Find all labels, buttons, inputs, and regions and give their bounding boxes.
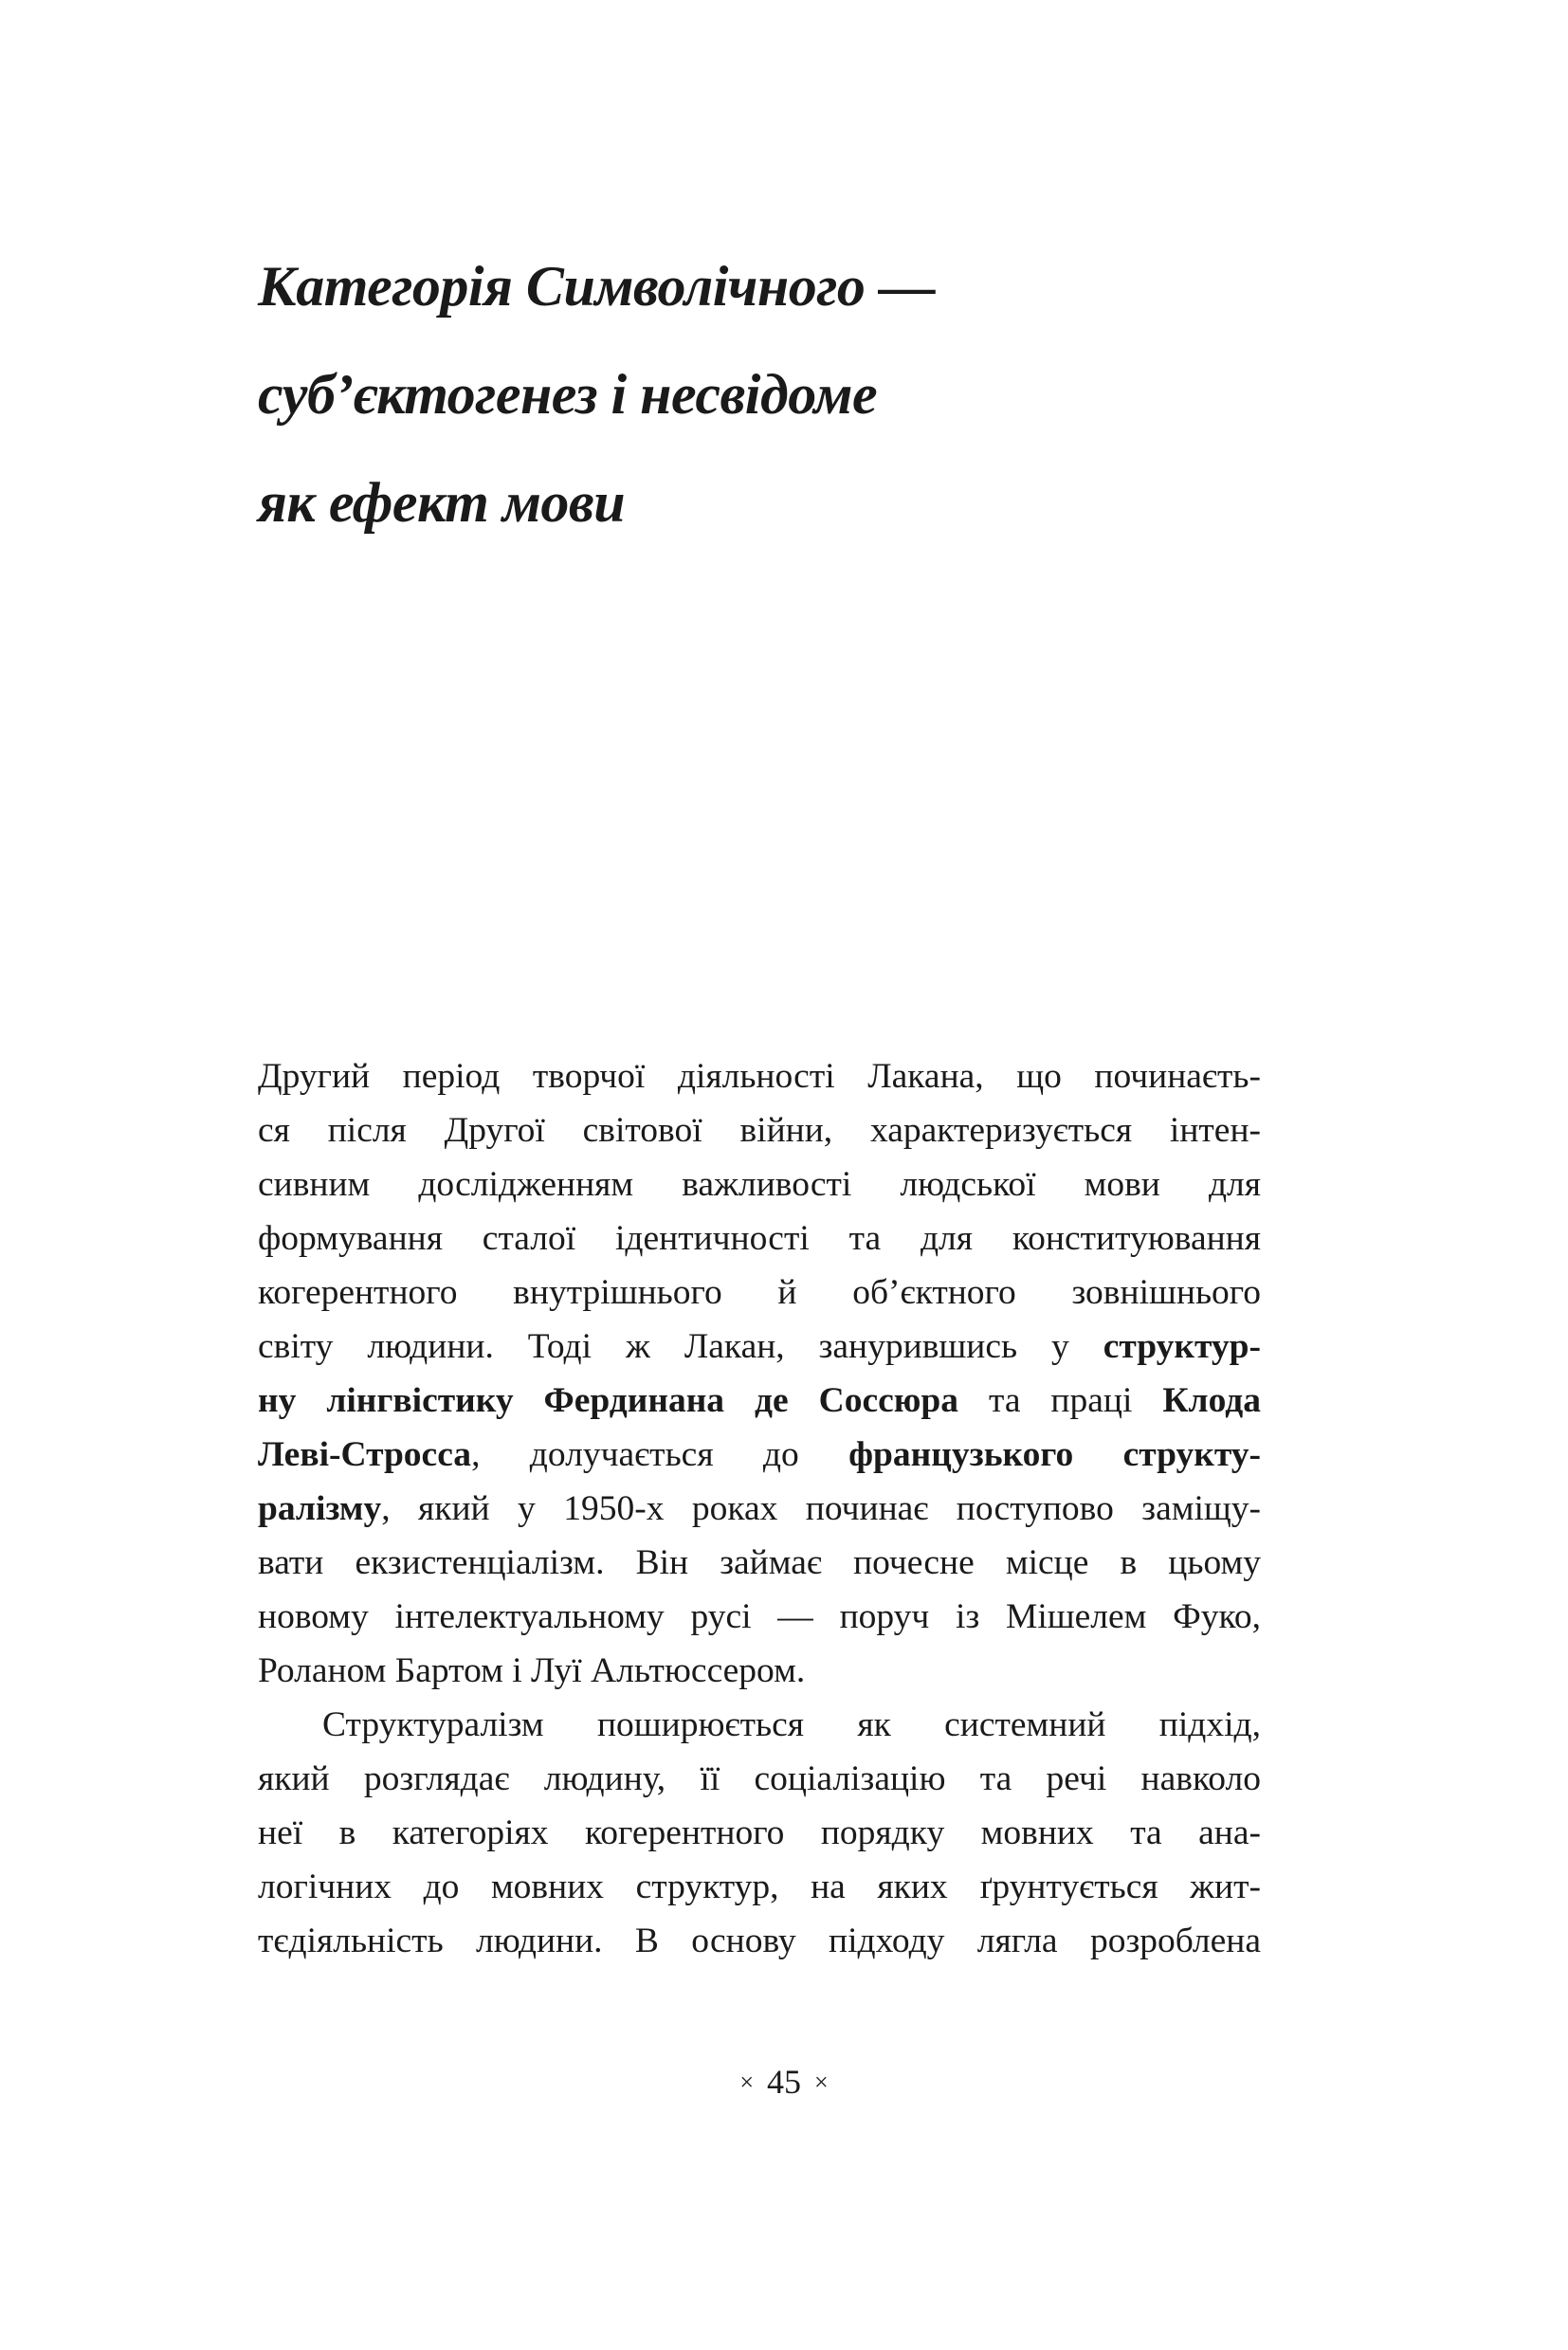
text: логічних до мовних структур, на яких ґрунтується жит- [258,1867,1261,1906]
text-line [258,1698,1261,1752]
ornament-icon: × [814,2068,829,2096]
text-line [258,1860,1261,1914]
text-line [258,1536,1261,1590]
text-line [258,1157,1261,1211]
text: та праці [958,1381,1163,1420]
text-line [258,1914,1261,1968]
text: новому інтелектуальному русі — поруч із Мішелем Фуко, [258,1597,1261,1636]
text: вати екзистенціалізм. Він займає почесне місце в цьому [258,1543,1261,1582]
text-line [258,1752,1261,1806]
text-line [258,1644,1261,1698]
text: який розглядає людину, її соціалізацію та речі навколо [258,1759,1261,1798]
text-line [258,1590,1261,1644]
text-line [258,1428,1261,1482]
bold-text: Леві-Стросса [258,1435,472,1474]
ornament-icon: × [739,2068,754,2096]
text: Другий період творчої діяльності Лакана, що починаєть- [258,1057,1261,1096]
text-line [258,1049,1261,1103]
text: , долучається до [471,1435,849,1474]
text-line [258,1320,1261,1374]
title-line: як ефект мови [258,471,626,534]
text-line [258,1374,1261,1428]
text: Роланом Бартом і Луї Альтюссером. [258,1651,806,1690]
text: когерентного внутрішнього й об’єктного зовнішнього [258,1273,1261,1312]
bold-text: французького структу- [848,1435,1261,1474]
text-line [258,1211,1261,1266]
text-line [258,1266,1261,1320]
bold-text: структур- [1103,1327,1261,1366]
text: сивним дослідженням важливості людської мови для [258,1165,1261,1204]
chapter-title [258,232,1301,556]
text: формування сталої ідентичності та для конституювання [258,1219,1261,1258]
bold-text: Клода [1162,1381,1261,1420]
text-line [258,1103,1261,1157]
text: світу людини. Тоді ж Лакан, занурившись у [258,1327,1103,1366]
title-line: суб’єктогенез і несвідоме [258,363,878,426]
text-line [258,1482,1261,1536]
page-number-text: 45 [767,2063,801,2101]
body-text [258,1049,1261,1968]
text: ся після Другої світової війни, характеризується інтен- [258,1111,1261,1150]
text: тєдіяльність людини. В основу підходу лягла розроблена [258,1922,1261,1960]
text: , який у 1950-х роках починає поступово заміщу- [381,1489,1261,1528]
bold-text: ралізму [258,1489,382,1528]
text-line [258,1806,1261,1860]
text: Структуралізм поширюється як системний підхід, [322,1705,1261,1744]
title-line: Категорія Символічного — [258,255,936,318]
bold-text: ну лінгвістику Фердинана де Соссюра [258,1381,958,1420]
page-number [0,2062,1568,2102]
text: неї в категоріях когерентного порядку мовних та ана- [258,1813,1261,1852]
